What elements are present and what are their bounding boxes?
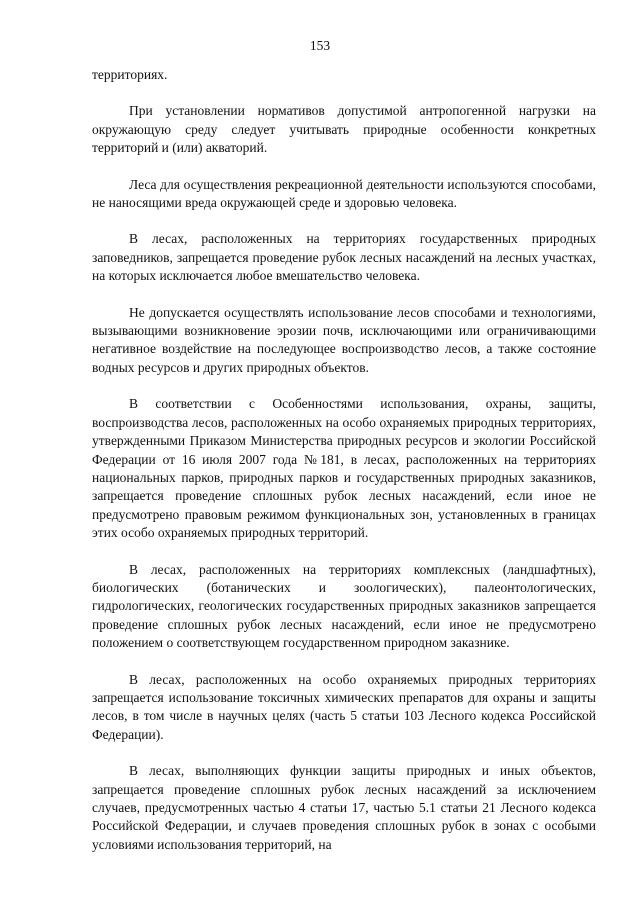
paragraph: В лесах, расположенных на особо охраняемых природных территориях запрещается использование токсичных химических препаратов для охраны и защиты лесов, в том числе в научных целях (часть 5 статьи 103 Лесного кодекса Российской Федерации). [92, 671, 596, 742]
paragraph-continuation: территориях. [92, 67, 168, 82]
paragraph: В лесах, расположенных на территориях государственных природных заповедников, запрещается проведение рубок лесных насаждений на лесных участках, на которых исключается любое вмешательство человека. [92, 231, 596, 284]
paragraph: Не допускается осуществлять использование лесов способами и технологиями, вызывающими возникновение эрозии почв, исключающими или ограничивающими негативное воздействие на последующее воспроизводство лесов, а также состояние водных ресурсов и других природных объектов. [92, 304, 596, 375]
paragraph: В лесах, расположенных на территориях комплексных (ландшафтных), биологических (ботанических и зоологических), палеонтологических, гидрологических, геологических государственных природных заказников запрещается проведение сплошных рубок лесных насаждений, если иное не предусмотрено положением о соответствующем государственном природном заказнике. [92, 561, 596, 651]
paragraph: Леса для осуществления рекреационной деятельности используются способами, не наносящими вреда окружающей среде и здоровью человека. [92, 176, 596, 211]
document-body [92, 66, 596, 854]
paragraph: В соответствии с Особенностями использования, охраны, защиты, воспроизводства лесов, расположенных на особо охраняемых природных территориях, утвержденными Приказом Министерства природных ресурсов и экологии Российской Федерации от 16 июля 2007 года №181, в лесах, расположенных на территориях национальных парков, природных парков и государственных природных заказников, запрещается проведение сплошных рубок лесных насаждений, если иное не предусмотрено правовым режимом функциональных зон, установленных в границах этих особо охраняемых природных территорий. [92, 396, 596, 541]
paragraph: В лесах, выполняющих функции защиты природных и иных объектов, запрещается проведение сплошных рубок лесных насаждений за исключением случаев, предусмотренных частью 4 статьи 17, частью 5.1 статьи 21 Лесного кодекса Российской Федерации, и случаев проведения сплошных рубок в зонах с особыми условиями использования территорий, на [92, 763, 596, 852]
paragraph: При установлении нормативов допустимой антропогенной нагрузки на окружающую среду следует учитывать природные особенности конкретных территорий и (или) акваторий. [92, 103, 596, 156]
page-number: 153 [309, 38, 331, 53]
